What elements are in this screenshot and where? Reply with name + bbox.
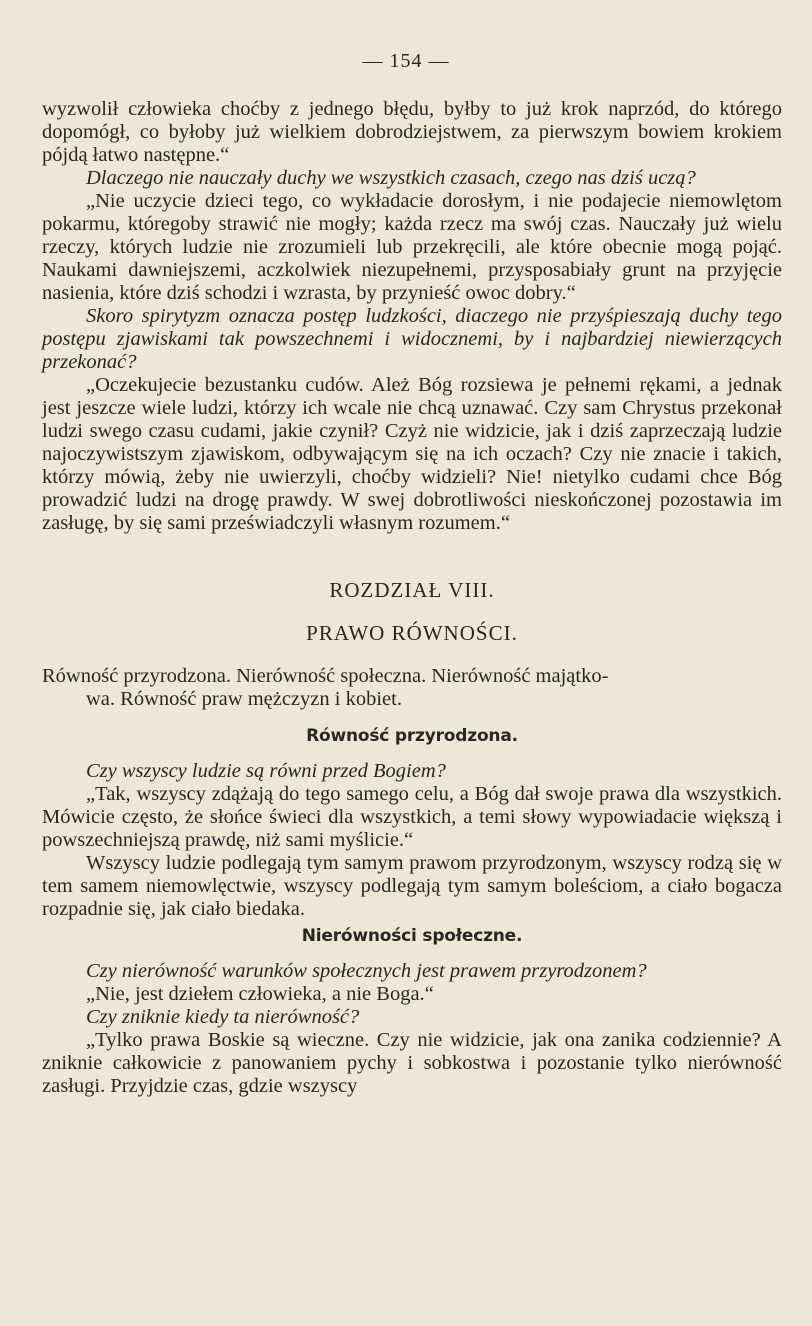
question: Dlaczego nie nauczały duchy we wszystkich czasach, czego nas dziś uczą? [86, 167, 696, 189]
page-number: — 154 — [362, 50, 450, 72]
paragraph: Wszyscy ludzie podlegają tym samym prawom przyrodzonym, wszyscy rodzą się w tem samem niemowlęctwie, wszyscy podlegają tym samym boleściom, a ciało bogacza rozpadnie się, jak ciało biedaka. [42, 852, 782, 920]
question: Czy wszyscy ludzie są równi przed Bogiem? [86, 760, 446, 782]
summary-line: Równość przyrodzona. Nierówność społeczna. Nierówność majątko- [42, 665, 609, 687]
answer: „Nie uczycie dzieci tego, co wykładacie dorosłym, i nie podajecie niemowlętom pokarmu, któregoby strawić nie mogły; każda rzecz ma swój czas. Nauczały już wielu rzeczy, których ludzie nie zrozumieli lub przekręcili, ale które obecnie mogą pojąć. Naukami dawniejszemi, aczkolwiek niezupełnemi, przysposabiały grunt na przyjęcie nasienia, które dziś schodzi i wzrasta, by przynieść owoc dobry.“ [42, 190, 782, 304]
answer: „Tylko prawa Boskie są wieczne. Czy nie widzicie, jak ona zanika codziennie? A zniknie całkowicie z panowaniem pychy i sobkostwa i pozostanie tylko nierówność zasługi. Przyjdzie czas, gdzie wszyscy [42, 1029, 782, 1097]
answer: „Tak, wszyscy zdążają do tego samego celu, a Bóg dał swoje prawa dla wszystkich. Mówicie często, że słońce świeci dla wszystkich, a temi słowy wypowiadacie większą i powszechniejszą prawdę, niż sami myślicie.“ [42, 783, 782, 851]
answer: „Oczekujecie bezustanku cudów. Ależ Bóg rozsiewa je pełnemi rękami, a jednak jest jeszcze wiele ludzi, którzy ich wcale nie chcą uznawać. Czy sam Chrystus przekonał ludzi swego czasu cudami, jakie czynił? Czyż nie widzicie, jak i dziś zaprzeczają ludzie najoczywistszym zjawiskom, odbywającym się na ich oczach? Czy nie znacie i takich, którzy mówią, żeby nie uwierzyli, choćby widzieli? Nie! nietylko cudami chce Bóg prowadzić ludzi na drogę prawdy. W swej dobrotliwości nieskończonej pozostawia im zasługę, by się sami przeświadczyli własnym rozumem.“ [42, 374, 782, 534]
question: Czy zniknie kiedy ta nierówność? [86, 1006, 360, 1028]
chapter-number: ROZDZIAŁ VIII. [329, 578, 495, 602]
paragraph: wyzwolił człowieka choćby z jednego błędu, byłby to już krok naprzód, do którego dopomógł, co byłoby już wielkiem dobrodziejstwem, za pierwszym bowiem krokiem pójdą łatwo następne.“ [42, 98, 782, 166]
question: Skoro spirytyzm oznacza postęp ludzkości, diaczego nie przyśpieszają duchy tego postępu zjawiskami tak powszechnemi i widocznemi, by i najbardziej niewierzących przekonać? [42, 305, 782, 373]
chapter-summary [42, 665, 782, 711]
question: Czy nierówność warunków społecznych jest prawem przyrodzonem? [86, 960, 647, 982]
page-content [42, 98, 782, 1098]
answer: „Nie, jest dziełem człowieka, a nie Boga.“ [86, 983, 434, 1005]
section-heading: Równość przyrodzona. [306, 726, 518, 746]
section-heading: Nierówności społeczne. [301, 926, 523, 946]
chapter-title: PRAWO RÓWNOŚCI. [306, 621, 518, 645]
summary-line: wa. Równość praw mężczyzn i kobiet. [86, 688, 402, 710]
